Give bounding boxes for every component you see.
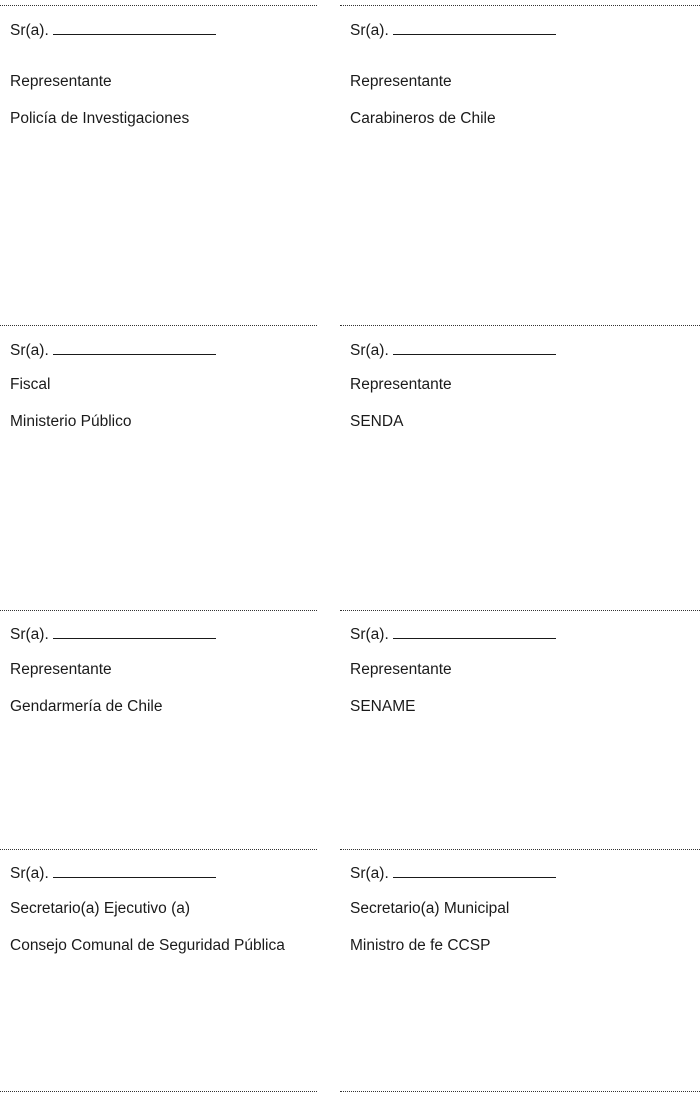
signer-role: Secretario(a) Ejecutivo (a) bbox=[10, 900, 191, 917]
signature-block-secretario-ejecutivo bbox=[0, 849, 317, 1091]
signature-blank bbox=[53, 623, 216, 639]
salutation-prefix: Sr(a). bbox=[10, 626, 49, 643]
signer-organization: SENDA bbox=[350, 413, 404, 430]
bottom-divider-right bbox=[340, 1091, 700, 1092]
signature-block-senda bbox=[340, 325, 700, 610]
salutation-prefix: Sr(a). bbox=[350, 342, 389, 359]
signature-blank bbox=[393, 623, 556, 639]
salutation-prefix: Sr(a). bbox=[350, 865, 389, 882]
signer-role: Secretario(a) Municipal bbox=[350, 900, 510, 917]
signature-line bbox=[350, 19, 556, 41]
signer-role: Representante bbox=[10, 73, 112, 90]
signer-organization: SENAME bbox=[350, 698, 416, 715]
signer-organization: Ministerio Público bbox=[10, 413, 132, 430]
signature-line bbox=[350, 623, 556, 645]
signer-role: Representante bbox=[350, 376, 452, 393]
signature-blank bbox=[393, 19, 556, 35]
salutation-prefix: Sr(a). bbox=[10, 865, 49, 882]
salutation-prefix: Sr(a). bbox=[350, 22, 389, 39]
signature-blank bbox=[53, 339, 216, 355]
signature-line bbox=[10, 862, 216, 884]
signature-blank bbox=[393, 339, 556, 355]
signature-block-gendarmeria bbox=[0, 610, 317, 849]
signature-line bbox=[10, 339, 216, 361]
signature-blank bbox=[53, 862, 216, 878]
signature-blank bbox=[53, 19, 216, 35]
bottom-divider-left bbox=[0, 1091, 317, 1092]
signature-line bbox=[350, 862, 556, 884]
salutation-prefix: Sr(a). bbox=[10, 342, 49, 359]
signature-block-fiscal bbox=[0, 325, 317, 610]
signature-block-carabineros bbox=[340, 5, 700, 325]
signature-line bbox=[350, 339, 556, 361]
signer-organization: Consejo Comunal de Seguridad Pública bbox=[10, 937, 285, 954]
signer-organization: Carabineros de Chile bbox=[350, 110, 496, 127]
signature-line bbox=[10, 19, 216, 41]
signer-organization: Gendarmería de Chile bbox=[10, 698, 163, 715]
signature-block-sename bbox=[340, 610, 700, 849]
signature-block-secretario-municipal bbox=[340, 849, 700, 1091]
signer-organization: Ministro de fe CCSP bbox=[350, 937, 491, 954]
signature-line bbox=[10, 623, 216, 645]
signature-block-pdi bbox=[0, 5, 317, 325]
salutation-prefix: Sr(a). bbox=[10, 22, 49, 39]
signer-organization: Policía de Investigaciones bbox=[10, 110, 190, 127]
signer-role: Representante bbox=[350, 661, 452, 678]
signature-blank bbox=[393, 862, 556, 878]
signer-role: Representante bbox=[350, 73, 452, 90]
signer-role: Fiscal bbox=[10, 376, 51, 393]
salutation-prefix: Sr(a). bbox=[350, 626, 389, 643]
signer-role: Representante bbox=[10, 661, 112, 678]
